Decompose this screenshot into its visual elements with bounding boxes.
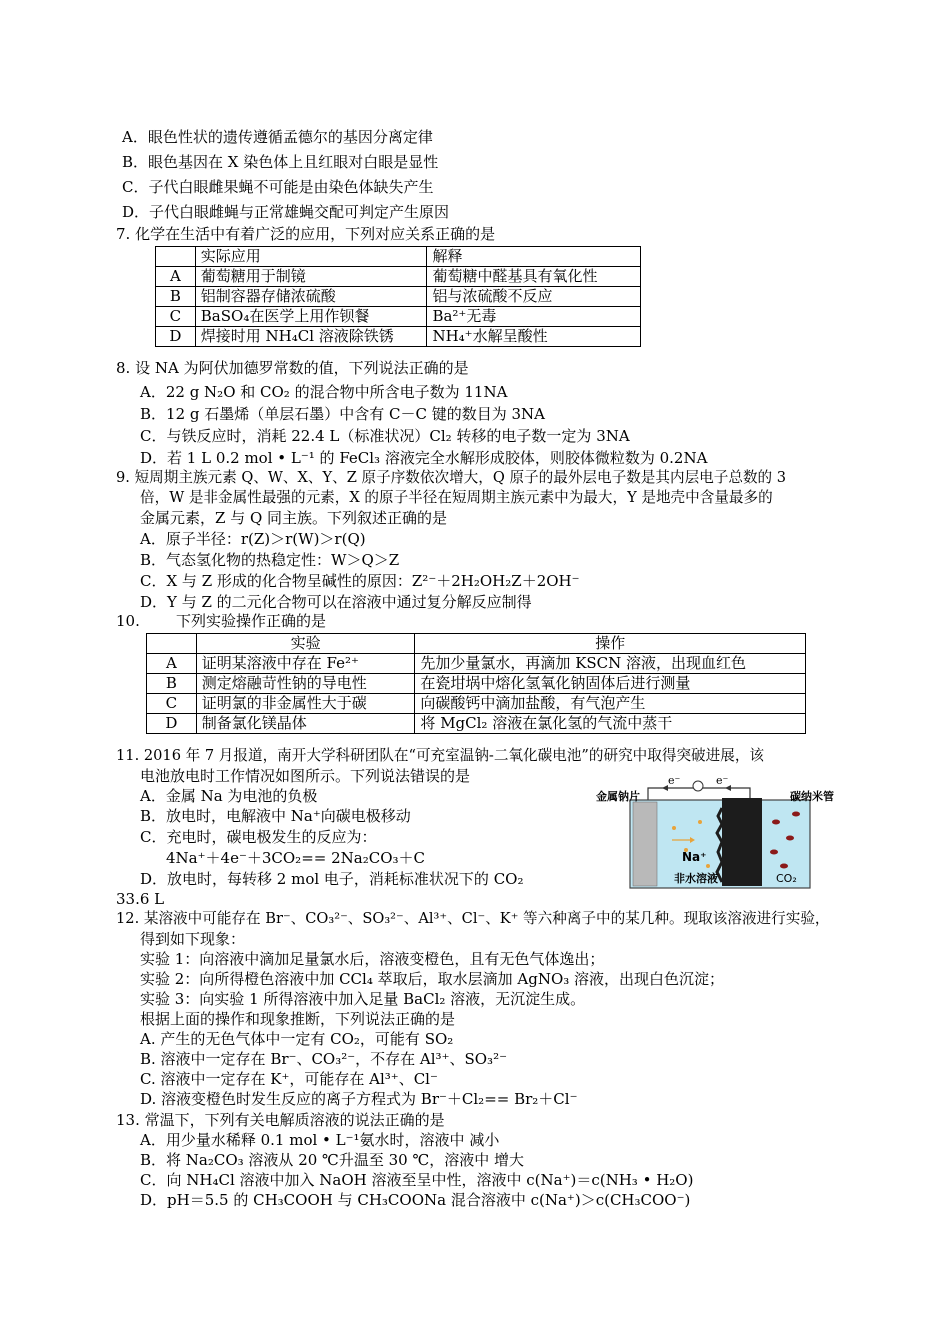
table-cell: 铝与浓硫酸不反应 [427, 287, 641, 307]
table-header-cell [147, 634, 197, 654]
table-cell: BaSO₄在医学上用作钡餐 [195, 307, 427, 327]
q7-table [155, 246, 641, 347]
q12-option-b: B. 溶液中一定存在 Br⁻、CO₃²⁻，不存在 Al³⁺、SO₃²⁻ [140, 1050, 508, 1068]
table-row [156, 327, 641, 347]
q12-stem-line1: 12. 某溶液中可能存在 Br⁻、CO₃²⁻、SO₃²⁻、Al³⁺、Cl⁻、K⁺ 等六种离子中的某几种。现取该溶液进行实验， [116, 910, 830, 927]
q10-stem: 下列实验操作正确的是 [176, 612, 327, 630]
table-cell: C [147, 694, 197, 714]
q11-option-c: C．充电时，碳电极发生的反应为： [140, 828, 377, 846]
q11-option-a: A．金属 Na 为电池的负极 [140, 787, 318, 805]
table-cell: 先加少量氯水，再滴加 KSCN 溶液，出现血红色 [415, 654, 806, 674]
q9-option-a: A．原子半径：r(Z)＞r(W)＞r(Q) [140, 530, 366, 548]
q11-stem-line1: 11. 2016 年 7 月报道，南开大学科研团队在“可充室温钠-二氧化碳电池”的研究中取得突破进展，该 [116, 747, 765, 764]
table-row [147, 714, 806, 734]
q11-stem-line2: 电池放电时工作情况如图所示。下列说法错误的是 [140, 767, 471, 785]
table-header-cell: 实际应用 [195, 247, 427, 267]
q9-option-c: C．X 与 Z 形成的化合物呈碱性的原因：Z²⁻＋2H₂OH₂Z＋2OH⁻ [140, 572, 580, 590]
co2-label: CO₂ [776, 872, 797, 885]
q8-stem: 8. 设 NA 为阿伏加德罗常数的值，下列说法正确的是 [116, 359, 469, 377]
q9-stem-line3: 金属元素，Z 与 Q 同主族。下列叙述正确的是 [140, 509, 448, 527]
q12-option-d: D. 溶液变橙色时发生反应的离子方程式为 Br⁻＋Cl₂== Br₂＋Cl⁻ [140, 1090, 578, 1108]
table-row [156, 307, 641, 327]
q6-option-a: A．眼色性状的遗传遵循孟德尔的基因分离定律 [122, 128, 433, 146]
table-header-cell: 操作 [415, 634, 806, 654]
q11-option-b: B．放电时，电解液中 Na⁺向碳电极移动 [140, 807, 411, 825]
battery-diagram [590, 774, 852, 890]
table-header-cell: 解释 [427, 247, 641, 267]
q10-table [146, 633, 806, 734]
table-row [156, 247, 641, 267]
q9-option-d: D．Y 与 Z 的二元化合物可以在溶液中通过复分解反应制得 [140, 593, 532, 611]
q13-option-c: C．向 NH₄Cl 溶液中加入 NaOH 溶液至呈中性，溶液中 c(Na⁺)＝c(NH₃ • H₂O) [140, 1171, 694, 1189]
table-cell: NH₄⁺水解呈酸性 [427, 327, 641, 347]
q8-option-c: C．与铁反应时，消耗 22.4 L（标准状况）Cl₂ 转移的电子数一定为 3NA [140, 427, 630, 445]
table-cell: B [156, 287, 196, 307]
q12-stem-line2: 得到如下现象： [140, 930, 246, 948]
q13-option-b: B．将 Na₂CO₃ 溶液从 20 ℃升温至 30 ℃，溶液中 增大 [140, 1151, 525, 1169]
q6-option-b: B．眼色基因在 X 染色体上且红眼对白眼是显性 [122, 153, 439, 171]
q9-option-b: B．气态氢化物的热稳定性：W＞Q＞Z [140, 551, 400, 569]
solution-label: 非水溶液 [674, 872, 718, 885]
q11-option-d: D．放电时，每转移 2 mol 电子，消耗标准状况下的 CO₂ [140, 870, 524, 888]
q7-stem: 7. 化学在生活中有着广泛的应用，下列对应关系正确的是 [116, 225, 496, 243]
electron-label-left: e⁻ [668, 774, 681, 787]
table-cell: B [147, 674, 197, 694]
q13-stem: 13. 常温下，下列有关电解质溶液的说法正确的是 [116, 1111, 445, 1129]
q11-option-d-continued: 33.6 L [116, 890, 165, 908]
table-cell: 铝制容器存储浓硫酸 [195, 287, 427, 307]
table-cell: 向碳酸钙中滴加盐酸，有气泡产生 [415, 694, 806, 714]
table-cell: 将 MgCl₂ 溶液在氯化氢的气流中蒸干 [415, 714, 806, 734]
table-row [147, 654, 806, 674]
table-header-cell: 实验 [196, 634, 415, 654]
table-cell: D [156, 327, 196, 347]
q11-option-c-equation: 4Na⁺＋4e⁻＋3CO₂== 2Na₂CO₃＋C [166, 849, 425, 867]
q12-stem-question: 根据上面的操作和现象推断，下列说法正确的是 [140, 1010, 456, 1028]
sodium-plate-label: 金属钠片 [596, 790, 640, 803]
electron-label-right: e⁻ [716, 774, 729, 787]
carbon-nanotube-label: 碳纳米管 [790, 790, 834, 803]
q6-option-d: D．子代白眼雌蝇与正常雄蝇交配可判定产生原因 [122, 203, 450, 221]
table-row [156, 267, 641, 287]
q12-option-a: A. 产生的无色气体中一定有 CO₂，可能有 SO₂ [140, 1030, 454, 1048]
q8-option-a: A．22 g N₂O 和 CO₂ 的混合物中所含电子数为 11NA [140, 383, 508, 401]
sodium-ion-label: Na⁺ [682, 850, 707, 864]
table-header-cell [156, 247, 196, 267]
table-cell: 证明氯的非金属性大于碳 [196, 694, 415, 714]
table-cell: A [147, 654, 197, 674]
table-row [147, 694, 806, 714]
table-cell: 测定熔融苛性钠的导电性 [196, 674, 415, 694]
table-cell: 证明某溶液中存在 Fe²⁺ [196, 654, 415, 674]
table-row [147, 674, 806, 694]
q13-option-d: D．pH＝5.5 的 CH₃COOH 与 CH₃COONa 混合溶液中 c(Na⁺)＞c(CH₃COO⁻) [140, 1191, 691, 1209]
table-cell: 葡萄糖中醛基具有氧化性 [427, 267, 641, 287]
table-cell: 制备氯化镁晶体 [196, 714, 415, 734]
q10-stem-number: 10. [116, 612, 140, 630]
q12-experiment-2: 实验 2：向所得橙色溶液中加 CCl₄ 萃取后，取水层滴加 AgNO₃ 溶液，出现白色沉淀； [140, 970, 725, 988]
table-cell: C [156, 307, 196, 327]
q12-option-c: C. 溶液中一定存在 K⁺，可能存在 Al³⁺、Cl⁻ [140, 1070, 438, 1088]
table-cell: A [156, 267, 196, 287]
table-row [147, 634, 806, 654]
table-cell: 焊接时用 NH₄Cl 溶液除铁锈 [195, 327, 427, 347]
table-cell: D [147, 714, 197, 734]
q9-stem-line1: 9. 短周期主族元素 Q、W、X、Y、Z 原子序数依次增大，Q 原子的最外层电子数是其内层电子总数的 3 [116, 469, 787, 486]
q12-experiment-1: 实验 1：向溶液中滴加足量氯水后，溶液变橙色，且有无色气体逸出； [140, 950, 605, 968]
table-cell: 在瓷坩埚中熔化氢氧化钠固体后进行测量 [415, 674, 806, 694]
q13-option-a: A．用少量水稀释 0.1 mol • L⁻¹氨水时，溶液中 减小 [140, 1131, 500, 1149]
table-row [156, 287, 641, 307]
table-cell: 葡萄糖用于制镜 [195, 267, 427, 287]
q9-stem-line2: 倍，W 是非金属性最强的元素，X 的原子半径在短周期主族元素中为最大，Y 是地壳中含量最多的 [140, 489, 773, 506]
q8-option-b: B．12 g 石墨烯（单层石墨）中含有 C－C 键的数目为 3NA [140, 405, 546, 423]
q8-option-d: D．若 1 L 0.2 mol • L⁻¹ 的 FeCl₃ 溶液完全水解形成胶体，则胶体微粒数为 0.2NA [140, 449, 708, 467]
q6-option-c: C．子代白眼雌果蝇不可能是由染色体缺失产生 [122, 178, 434, 196]
q12-experiment-3: 实验 3：向实验 1 所得溶液中加入足量 BaCl₂ 溶液，无沉淀生成。 [140, 990, 586, 1008]
table-cell: Ba²⁺无毒 [427, 307, 641, 327]
